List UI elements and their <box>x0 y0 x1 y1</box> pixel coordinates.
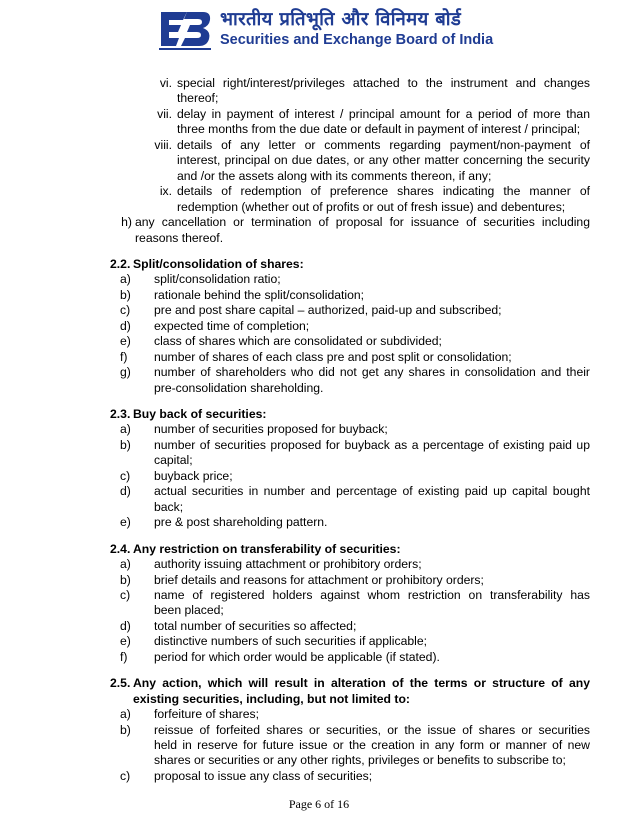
section-number: 2.3. <box>110 407 131 421</box>
list-item-text: name of registered holders against whom restriction on transferability has <box>154 587 590 602</box>
section-number: 2.5. <box>110 676 131 691</box>
list-marker: e) <box>120 634 131 649</box>
list-item-text: held in reserve for future issue or the creation in any form or manner of new <box>154 738 590 752</box>
list-item-text: rationale behind the split/consolidation; <box>154 287 365 302</box>
section-number: 2.2. <box>110 256 131 271</box>
list-marker: g) <box>120 365 131 380</box>
list-marker: b) <box>120 722 131 737</box>
list-item-text: period for which order would be applicable (if stated). <box>154 649 440 664</box>
list-item-text: proposal to issue any class of securities; <box>154 768 373 783</box>
section-heading: Any restriction on transferability of securities: <box>133 541 401 556</box>
list-marker: c) <box>120 468 131 483</box>
list-marker: c) <box>120 303 131 318</box>
list-marker: e) <box>120 334 131 349</box>
list-marker: d) <box>120 318 131 333</box>
list-marker: b) <box>120 437 131 452</box>
list-item-text: buyback price; <box>154 468 233 483</box>
section-heading: Buy back of securities: <box>133 407 267 421</box>
list-item-text: been placed; <box>154 603 224 618</box>
list-item-text: back; <box>154 499 184 514</box>
list-item-text: split/consolidation ratio; <box>154 272 281 287</box>
list-item-text: number of shares of each class pre and post split or consolidation; <box>154 349 512 364</box>
list-marker: ix. <box>159 184 172 199</box>
list-item-text: pre & post shareholding pattern. <box>154 515 328 530</box>
list-marker: a) <box>120 557 131 572</box>
list-item-text: authority issuing attachment or prohibitory orders; <box>154 557 422 572</box>
list-marker: a) <box>120 272 131 287</box>
list-item-text: forfeiture of shares; <box>154 707 259 722</box>
list-item-text: three months from the due date or default in payment of interest / principal; <box>177 122 581 137</box>
letterhead <box>157 4 497 56</box>
list-item-text: number of securities proposed for buyback; <box>154 422 388 437</box>
list-item-text: shares or securities or any other rights, privileges or benefits to subscribe to; <box>154 753 566 768</box>
english-title: Securities and Exchange Board of India <box>220 32 494 48</box>
list-item-text: pre and post share capital – authorized, paid-up and subscribed; <box>154 303 502 318</box>
hindi-title: भारतीय प्रतिभूति और विनिमय बोर्ड <box>220 9 462 30</box>
list-item-text: number of securities proposed for buyback as a percentage of existing paid up <box>154 437 590 452</box>
list-item-text: thereof; <box>177 91 219 106</box>
list-item-text: interest, principal on due dates, or any other matter concerning the security <box>177 153 590 168</box>
list-marker: vi. <box>159 76 172 90</box>
list-marker: c) <box>120 587 131 602</box>
list-marker: d) <box>120 618 131 633</box>
sebi-logo-icon <box>157 6 213 52</box>
list-item-text: delay in payment of interest / principal amount for a period of more than <box>177 106 590 121</box>
list-item-text: redemption (whether out of profits or out of fresh issue) and debentures; <box>177 199 566 214</box>
list-item-text: capital; <box>154 453 193 468</box>
list-item-text: details of any letter or comments regarding payment/non-payment of <box>177 137 590 152</box>
list-item-text: total number of securities so affected; <box>154 618 357 633</box>
list-item-text: pre-consolidation shareholding. <box>154 380 324 395</box>
list-marker: f) <box>120 649 128 664</box>
list-item-text: expected time of completion; <box>154 318 310 333</box>
list-marker: c) <box>120 768 131 783</box>
section-heading: Any action, which will result in alteration of the terms or structure of any <box>133 676 590 691</box>
list-marker: d) <box>120 484 131 499</box>
section-heading: Split/consolidation of shares: <box>133 256 304 271</box>
list-marker: f) <box>120 349 128 364</box>
list-marker: b) <box>120 287 131 302</box>
list-item-text: actual securities in number and percentage of existing paid up capital bought <box>154 484 590 499</box>
page-number: Page 6 of 16 <box>288 797 350 811</box>
list-marker: a) <box>120 422 131 437</box>
list-item-text: reissue of forfeited shares or securities, or the issue of shares or securities <box>154 722 590 737</box>
list-item-text: number of shareholders who did not get any shares in consolidation and their <box>154 365 590 380</box>
list-item-text: distinctive numbers of such securities if applicable; <box>154 634 427 649</box>
list-item-text: and /or the assets along with its comments thereon, if any; <box>177 168 492 183</box>
list-item-text: details of redemption of preference shares indicating the manner of <box>177 184 590 199</box>
list-item-text: brief details and reasons for attachment or prohibitory orders; <box>154 572 484 587</box>
list-marker: vii. <box>157 106 172 121</box>
list-item-text: reasons thereof. <box>135 230 224 245</box>
list-marker: a) <box>120 707 131 722</box>
section-number: 2.4. <box>110 541 131 556</box>
list-marker: viii. <box>154 137 172 152</box>
list-item-text: class of shares which are consolidated or subdivided; <box>154 334 442 349</box>
list-item-text: any cancellation or termination of proposal for issuance of securities including <box>135 215 590 230</box>
list-marker: e) <box>120 515 131 530</box>
list-item-text: special right/interest/privileges attached to the instrument and changes <box>177 76 590 90</box>
list-marker: b) <box>120 572 131 587</box>
list-marker: h) <box>121 215 132 230</box>
section-heading: existing securities, including, but not limited to: <box>133 691 410 706</box>
